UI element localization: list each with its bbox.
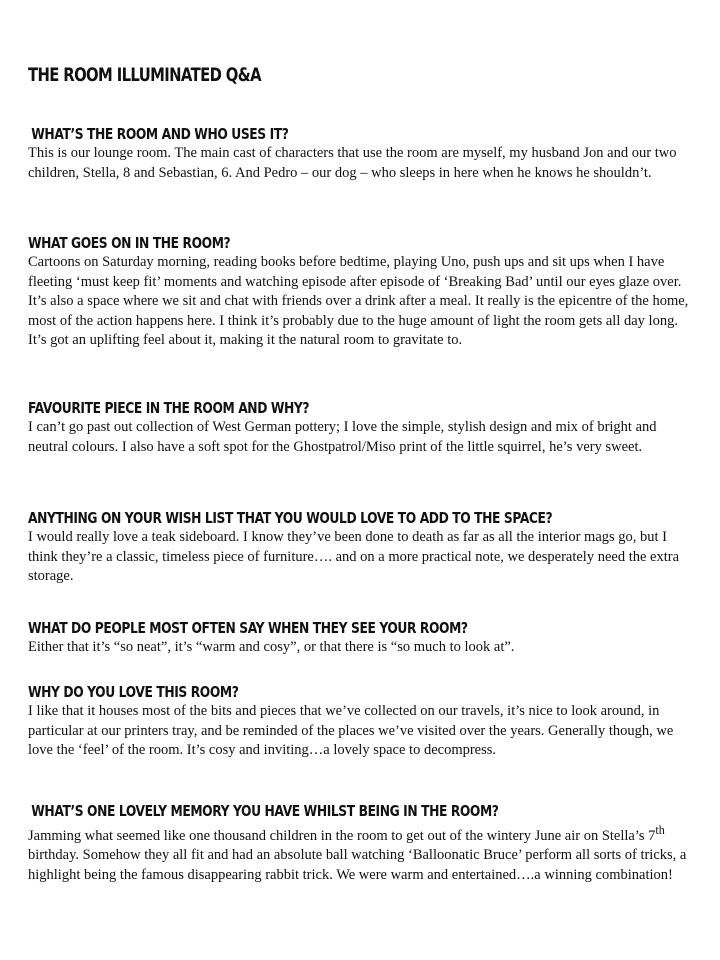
answer-text-part: Jamming what seemed like one thousand children in the room to get out of the wintery June air on Stella’s 7	[28, 827, 656, 844]
question-heading: WHAT’S THE ROOM AND WHO USES IT?	[31, 125, 289, 143]
page-title: THE ROOM ILLUMINATED Q&A	[28, 64, 261, 86]
question-heading: FAVOURITE PIECE IN THE ROOM AND WHY?	[28, 399, 310, 417]
question-heading: ANYTHING ON YOUR WISH LIST THAT YOU WOULD LOVE TO ADD TO THE SPACE?	[28, 509, 553, 527]
question-heading: WHAT’S ONE LOVELY MEMORY YOU HAVE WHILST BEING IN THE ROOM?	[31, 802, 499, 820]
answer-text: I would really love a teak sideboard. I know they’ve been done to death as far as all the interior mags go, but I think they’re a classic, timeless piece of furniture…. and on a more practical note, we desperately need the extra storage.	[28, 529, 680, 584]
qa-section-favourite-piece	[28, 398, 692, 457]
qa-section-why-love	[28, 682, 692, 761]
answer-text: Cartoons on Saturday morning, reading books before bedtime, playing Uno, push ups and sit ups when I have fleeting ‘must keep fit’ moments and watching episode after episode of ‘Breaking Bad’ until our eyes glaze over. It’s also a space where we sit and chat with friends over a drink after a meal. It really is the epicentre of the home, most of the action happens here. I think it’s probably due to the huge amount of light the room gets all day long. It’s got an uplifting feel about it, making it the natural room to gravitate to.	[28, 254, 689, 348]
answer-text	[28, 821, 692, 885]
qa-section-what-people-say	[28, 618, 692, 658]
ordinal-suffix: th	[655, 823, 665, 837]
answer-text: I can’t go past out collection of West German pottery; I love the simple, stylish design and mix of bright and neutral colours. I also have a soft spot for the Ghostpatrol/Miso print of the little squirrel, he’s very sweet.	[28, 419, 657, 455]
answer-text: I like that it houses most of the bits and pieces that we’ve collected on our travels, it’s nice to look around, in particular at our printers tray, and be reminded of the places we’ve visited over the years. Generally though, we love the ‘feel’ of the room. It’s cosy and inviting…a lovely space to decompress.	[28, 703, 674, 758]
answer-text-part: birthday. Somehow they all fit and had an absolute ball watching ‘Balloonatic Bruce’ perform all sorts of tricks, a highlight being the famous disappearing rabbit trick. We were warm and entertained….a winning combination!	[28, 847, 687, 883]
qa-section-activities	[28, 233, 692, 351]
question-heading: WHY DO YOU LOVE THIS ROOM?	[28, 683, 239, 701]
qa-section-wish-list	[28, 508, 692, 587]
question-heading: WHAT DO PEOPLE MOST OFTEN SAY WHEN THEY SEE YOUR ROOM?	[28, 619, 468, 637]
qa-section-lovely-memory	[28, 801, 692, 885]
answer-text: This is our lounge room. The main cast of characters that use the room are myself, my husband Jon and our two children, Stella, 8 and Sebastian, 6. And Pedro – our dog – who sleeps in here when he knows he shouldn’t.	[28, 145, 677, 181]
question-heading: WHAT GOES ON IN THE ROOM?	[28, 234, 231, 252]
qa-section-room-users	[28, 124, 692, 183]
answer-text: Either that it’s “so neat”, it’s “warm and cosy”, or that there is “so much to look at”.	[28, 639, 515, 655]
